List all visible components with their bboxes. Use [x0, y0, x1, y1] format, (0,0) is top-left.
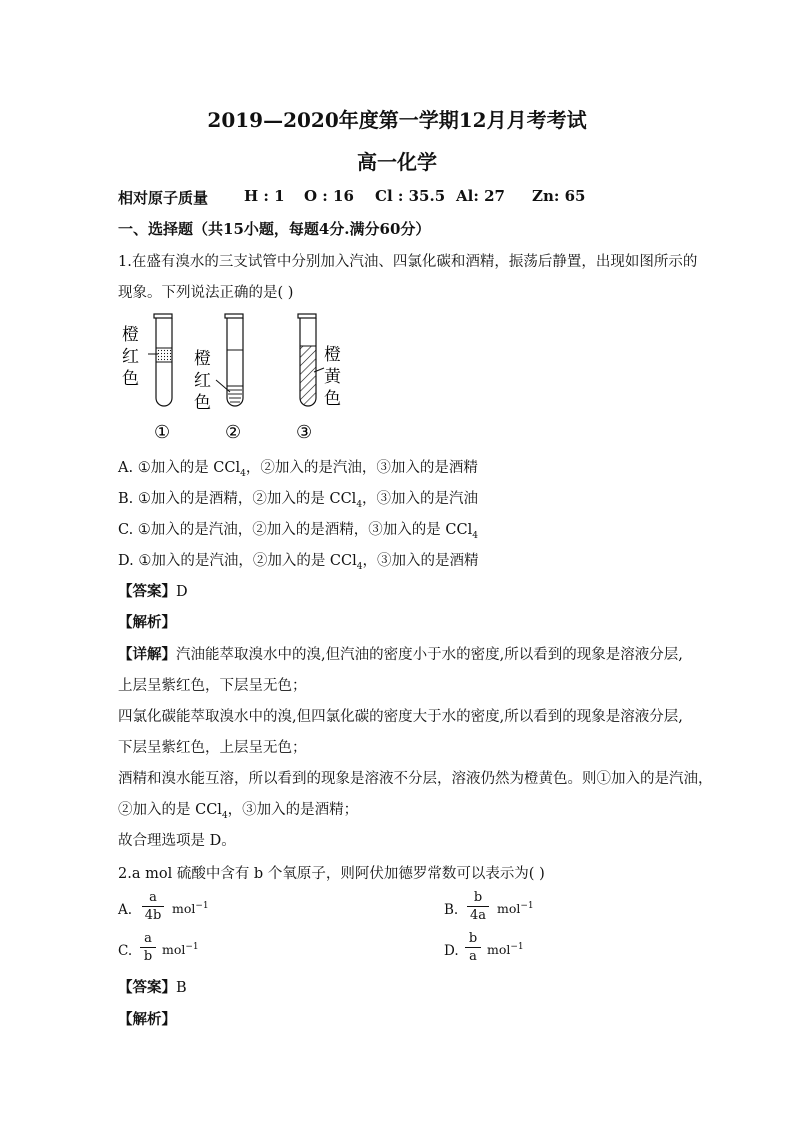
q2-stem: 2.a mol 硫酸中含有 b 个氧原子，则阿伏加德罗常数可以表示为( ) [118, 866, 545, 882]
tube3-label-1: 橙 [324, 345, 341, 365]
atomic-mass-h: H : 1 [244, 187, 285, 205]
q1-detail-p3-line1: 酒精和溴水能互溶，所以看到的现象是溶液不分层，溶液仍然为橙黄色。则①加入的是汽油， [118, 771, 713, 787]
test-tube-3 [298, 314, 324, 406]
q1-stem-line1: 1.在盛有溴水的三支试管中分别加入汽油、四氯化碳和酒精，振荡后静置，出现如图所示的 [118, 254, 698, 270]
q1-option-d: D. ①加入的是汽油，②加入的是 CCl$_4$，③加入的是酒精 [118, 553, 479, 572]
q1-detail-p2-line2: 下层呈紫红色，上层呈无色； [118, 740, 307, 756]
q2-option-a-unit: mol$^{-1}$ [172, 901, 209, 917]
atomic-mass-al: Al: 27 [456, 187, 505, 205]
q2-option-c-unit: mol$^{-1}$ [162, 942, 199, 958]
exam-title: 2019—2020年度第一学期12月月考考试 [207, 108, 587, 132]
atomic-mass-zn: Zn: 65 [532, 187, 586, 205]
q1-analysis-tag: 【解析】 [118, 614, 176, 631]
q1-stem-line2: 现象。下列说法正确的是( ) [118, 285, 294, 301]
atomic-mass-o: O : 16 [304, 187, 354, 205]
tube3-label-2: 黄 [324, 367, 341, 387]
tube1-label-2: 红 [122, 347, 139, 367]
q2-option-c-fraction: a b [140, 931, 156, 964]
q2-option-c-letter: C. [118, 943, 133, 959]
q2-option-a-fraction: a 4b [142, 890, 164, 923]
exam-subject: 高一化学 [357, 150, 437, 174]
q1-detail-p1-line1: 【详解】汽油能萃取溴水中的溴,但汽油的密度小于水的密度,所以看到的现象是溶液分层, [118, 646, 683, 663]
q2-option-d-fraction: b a [465, 931, 481, 964]
atomic-mass-cl: Cl : 35.5 [375, 187, 446, 205]
q1-detail-p3-line2: ②加入的是 CCl$_4$，③加入的是酒精； [118, 802, 359, 821]
q1-detail-p2-line1: 四氯化碳能萃取溴水中的溴,但四氯化碳的密度大于水的密度,所以看到的现象是溶液分层, [118, 709, 683, 725]
atomic-masses-label: 相对原子质量 [118, 189, 209, 207]
tube2-label-1: 橙 [194, 349, 211, 369]
q2-option-d-unit: mol$^{-1}$ [487, 942, 524, 958]
q1-option-a: A. ①加入的是 CCl$_4$，②加入的是汽油，③加入的是酒精 [118, 460, 478, 479]
q1-option-c: C. ①加入的是汽油，②加入的是酒精，③加入的是 CCl$_4$ [118, 522, 478, 541]
tube1-label-1: 橙 [122, 325, 139, 345]
tube3-label-3: 色 [324, 389, 341, 409]
q2-analysis-tag: 【解析】 [118, 1011, 176, 1028]
q2-option-b-letter: B. [444, 902, 459, 918]
test-tube-1 [148, 314, 172, 406]
q2-option-a-letter: A. [118, 902, 133, 918]
q2-answer: 【答案】B [118, 979, 187, 996]
q1-answer: 【答案】D [118, 583, 188, 600]
tube1-label-3: 色 [122, 369, 139, 389]
q2-option-d-letter: D. [444, 943, 459, 959]
q1-detail-p1-line2: 上层呈紫红色，下层呈无色； [118, 678, 307, 694]
q1-option-b: B. ①加入的是酒精，②加入的是 CCl$_4$，③加入的是汽油 [118, 491, 479, 510]
tube-number-3: ③ [296, 422, 313, 443]
test-tube-figure [118, 310, 378, 450]
q2-option-b-fraction: b 4a [467, 890, 489, 923]
q1-detail-conclusion: 故合理选项是 D。 [118, 833, 236, 849]
tube-number-1: ① [154, 422, 171, 443]
tube2-label-2: 红 [194, 371, 211, 391]
test-tube-2 [216, 314, 243, 406]
tube-number-2: ② [225, 422, 242, 443]
section-heading: 一、选择题（共15小题，每题4分.满分60分） [118, 220, 431, 238]
q2-option-b-unit: mol$^{-1}$ [497, 901, 534, 917]
tube2-label-3: 色 [194, 393, 211, 413]
